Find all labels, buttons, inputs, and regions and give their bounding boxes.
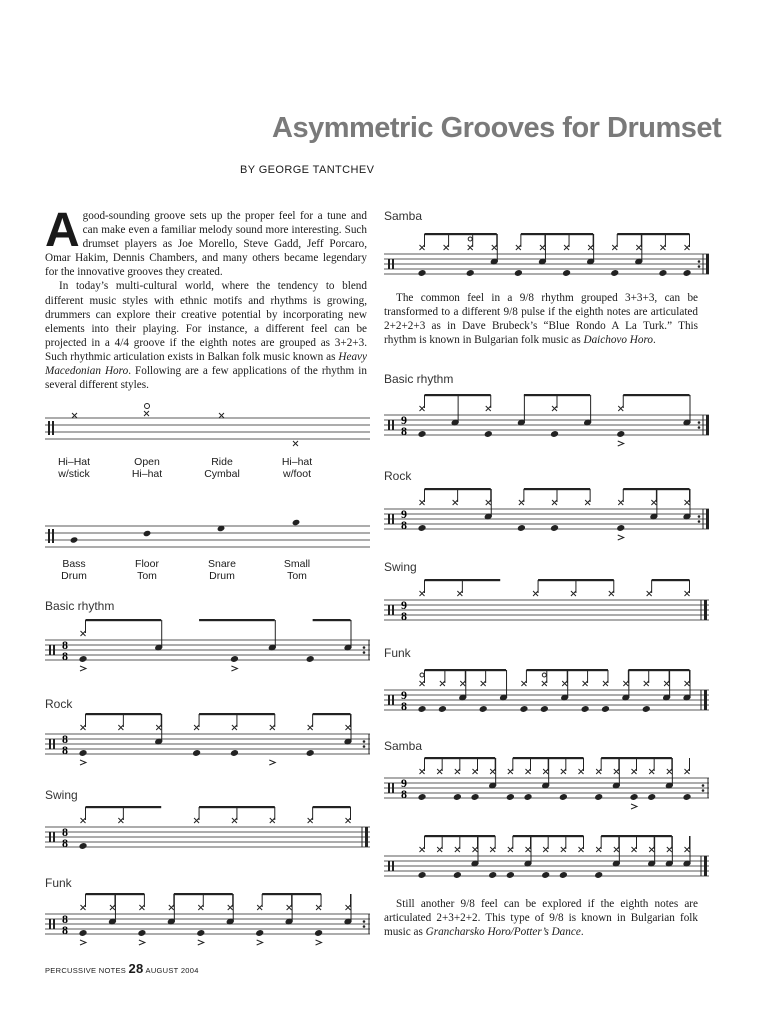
time-signature-top: 9 (401, 776, 407, 790)
footer-publication: PERCUSSIVE NOTES (45, 966, 127, 975)
footer-date: AUGUST 2004 (145, 966, 199, 975)
paragraph-2 (45, 279, 367, 392)
key-drum-staff (45, 520, 370, 556)
example-label-rock: Rock (45, 697, 73, 711)
key-label-hihat-stick: Hi–Hat w/stick (57, 456, 91, 480)
paragraph-1 (45, 204, 367, 279)
time-signature-top: 8 (62, 912, 68, 926)
time-signature-top: 8 (62, 638, 68, 652)
paragraph-2-text-a: In today’s multi-cultural world, where the tendency to blend different music styles with ethnic motifs and rhythms is growing, drummers can explore their creative potential by incorporating new elements into their playing. For instance, a different feel can be projected in a 4/4 groove if the eighth notes are grouped as 3+2+3. Such rhythmic articulation exists in Balkan folk music known as (45, 280, 367, 363)
key-label-bass-drum: Bass Drum (61, 558, 87, 582)
paragraph-1-text: good-sounding groove sets up the proper feel for a tune and can make even a familiar melody sound more interesting. Such drumset players as Joe Morello, Steve Gadd, Jeff Porcaro, Omar Hakim, Dennis Chambers, and many others became legendary for the innovative grooves they created. (45, 210, 367, 279)
groove-staff-samba-9-8-line-2 (384, 850, 709, 878)
example-label-rock-9-8: Rock (384, 469, 412, 483)
groove-staff-funk (45, 908, 370, 936)
key-label-ride-cymbal: Ride Cymbal (204, 456, 240, 480)
key-label-small-tom: Small Tom (283, 558, 311, 582)
time-signature-bottom: 8 (62, 743, 68, 757)
groove-staff-basic-rhythm (45, 634, 370, 662)
paragraph-3-text-a: The common feel in a 9/8 rhythm grouped 3+3+3, can be transformed to a different 9/8 pulse if the eighth notes are articulated 2+2+2+3 as in Dave Brubeck’s “Blue Rondo A La Turk.” This rhythm is known in Bulgarian folk music as (384, 292, 698, 347)
footer-page-number: 28 (128, 961, 144, 976)
time-signature-top: 9 (401, 507, 407, 521)
groove-staff-samba-top (384, 248, 709, 276)
time-signature-top: 8 (62, 732, 68, 746)
key-label-floor-tom: Floor Tom (135, 558, 159, 582)
example-label-basic-rhythm-9-8: Basic rhythm (384, 372, 454, 386)
example-label-samba-top: Samba (384, 209, 423, 223)
key-label-hihat-foot: Hi–hat w/foot (281, 456, 313, 480)
example-label-swing: Swing (45, 788, 78, 802)
groove-staff-rock (45, 728, 370, 756)
example-label-funk-9-8: Funk (384, 646, 411, 660)
paragraph-4 (384, 897, 698, 939)
time-signature-bottom: 8 (401, 699, 407, 713)
groove-staff-swing (45, 821, 370, 849)
time-signature-top: 9 (401, 598, 407, 612)
paragraph-3-text-b: . (653, 334, 656, 347)
example-label-swing-9-8: Swing (384, 560, 417, 574)
time-signature-bottom: 8 (62, 649, 68, 663)
time-signature-top: 8 (62, 825, 68, 839)
time-signature-top: 9 (401, 688, 407, 702)
drop-cap: A (45, 204, 80, 257)
example-label-basic-rhythm: Basic rhythm (45, 599, 115, 613)
key-cymbal-staff (45, 412, 370, 448)
key-label-open-hihat: Open Hi–hat (131, 456, 163, 480)
paragraph-2-text-b: . Following are a few applications of the rhythm in several different styles. (45, 365, 367, 392)
groove-staff-funk-9-8 (384, 684, 709, 712)
time-signature-bottom: 8 (401, 424, 407, 438)
time-signature-bottom: 8 (62, 923, 68, 937)
article-title: Asymmetric Grooves for Drumset (272, 112, 722, 144)
example-label-samba-9-8: Samba (384, 739, 423, 753)
paragraph-3-emphasis: Daichovo Horo (583, 334, 653, 347)
paragraph-2-emphasis: Heavy Macedonian Horo (45, 350, 367, 378)
paragraph-4-text-b: . (580, 926, 584, 939)
paragraph-4-emphasis: Grancharsko Horo/Potter’s Dance (425, 926, 581, 939)
paragraph-3 (384, 291, 698, 347)
time-signature-bottom: 8 (62, 836, 68, 850)
byline: BY GEORGE TANTCHEV (240, 164, 375, 176)
groove-staff-basic-rhythm-9-8 (384, 409, 709, 437)
time-signature-top: 9 (401, 413, 407, 427)
groove-staff-rock-9-8 (384, 503, 709, 531)
time-signature-bottom: 8 (401, 787, 407, 801)
groove-staff-swing-9-8 (384, 594, 709, 622)
groove-staff-samba-9-8-line-1 (384, 772, 709, 800)
time-signature-bottom: 8 (401, 518, 407, 532)
example-label-funk: Funk (45, 876, 72, 890)
paragraph-4-text-a: Still another 9/8 feel can be explored if the eighth notes are articulated 2+3+2+2. This type of 9/8 is known in Bulgarian folk music as (384, 898, 698, 939)
body-text-left (45, 204, 367, 392)
page-footer (45, 961, 199, 976)
key-label-snare-drum: Snare Drum (207, 558, 237, 582)
time-signature-bottom: 8 (401, 609, 407, 623)
